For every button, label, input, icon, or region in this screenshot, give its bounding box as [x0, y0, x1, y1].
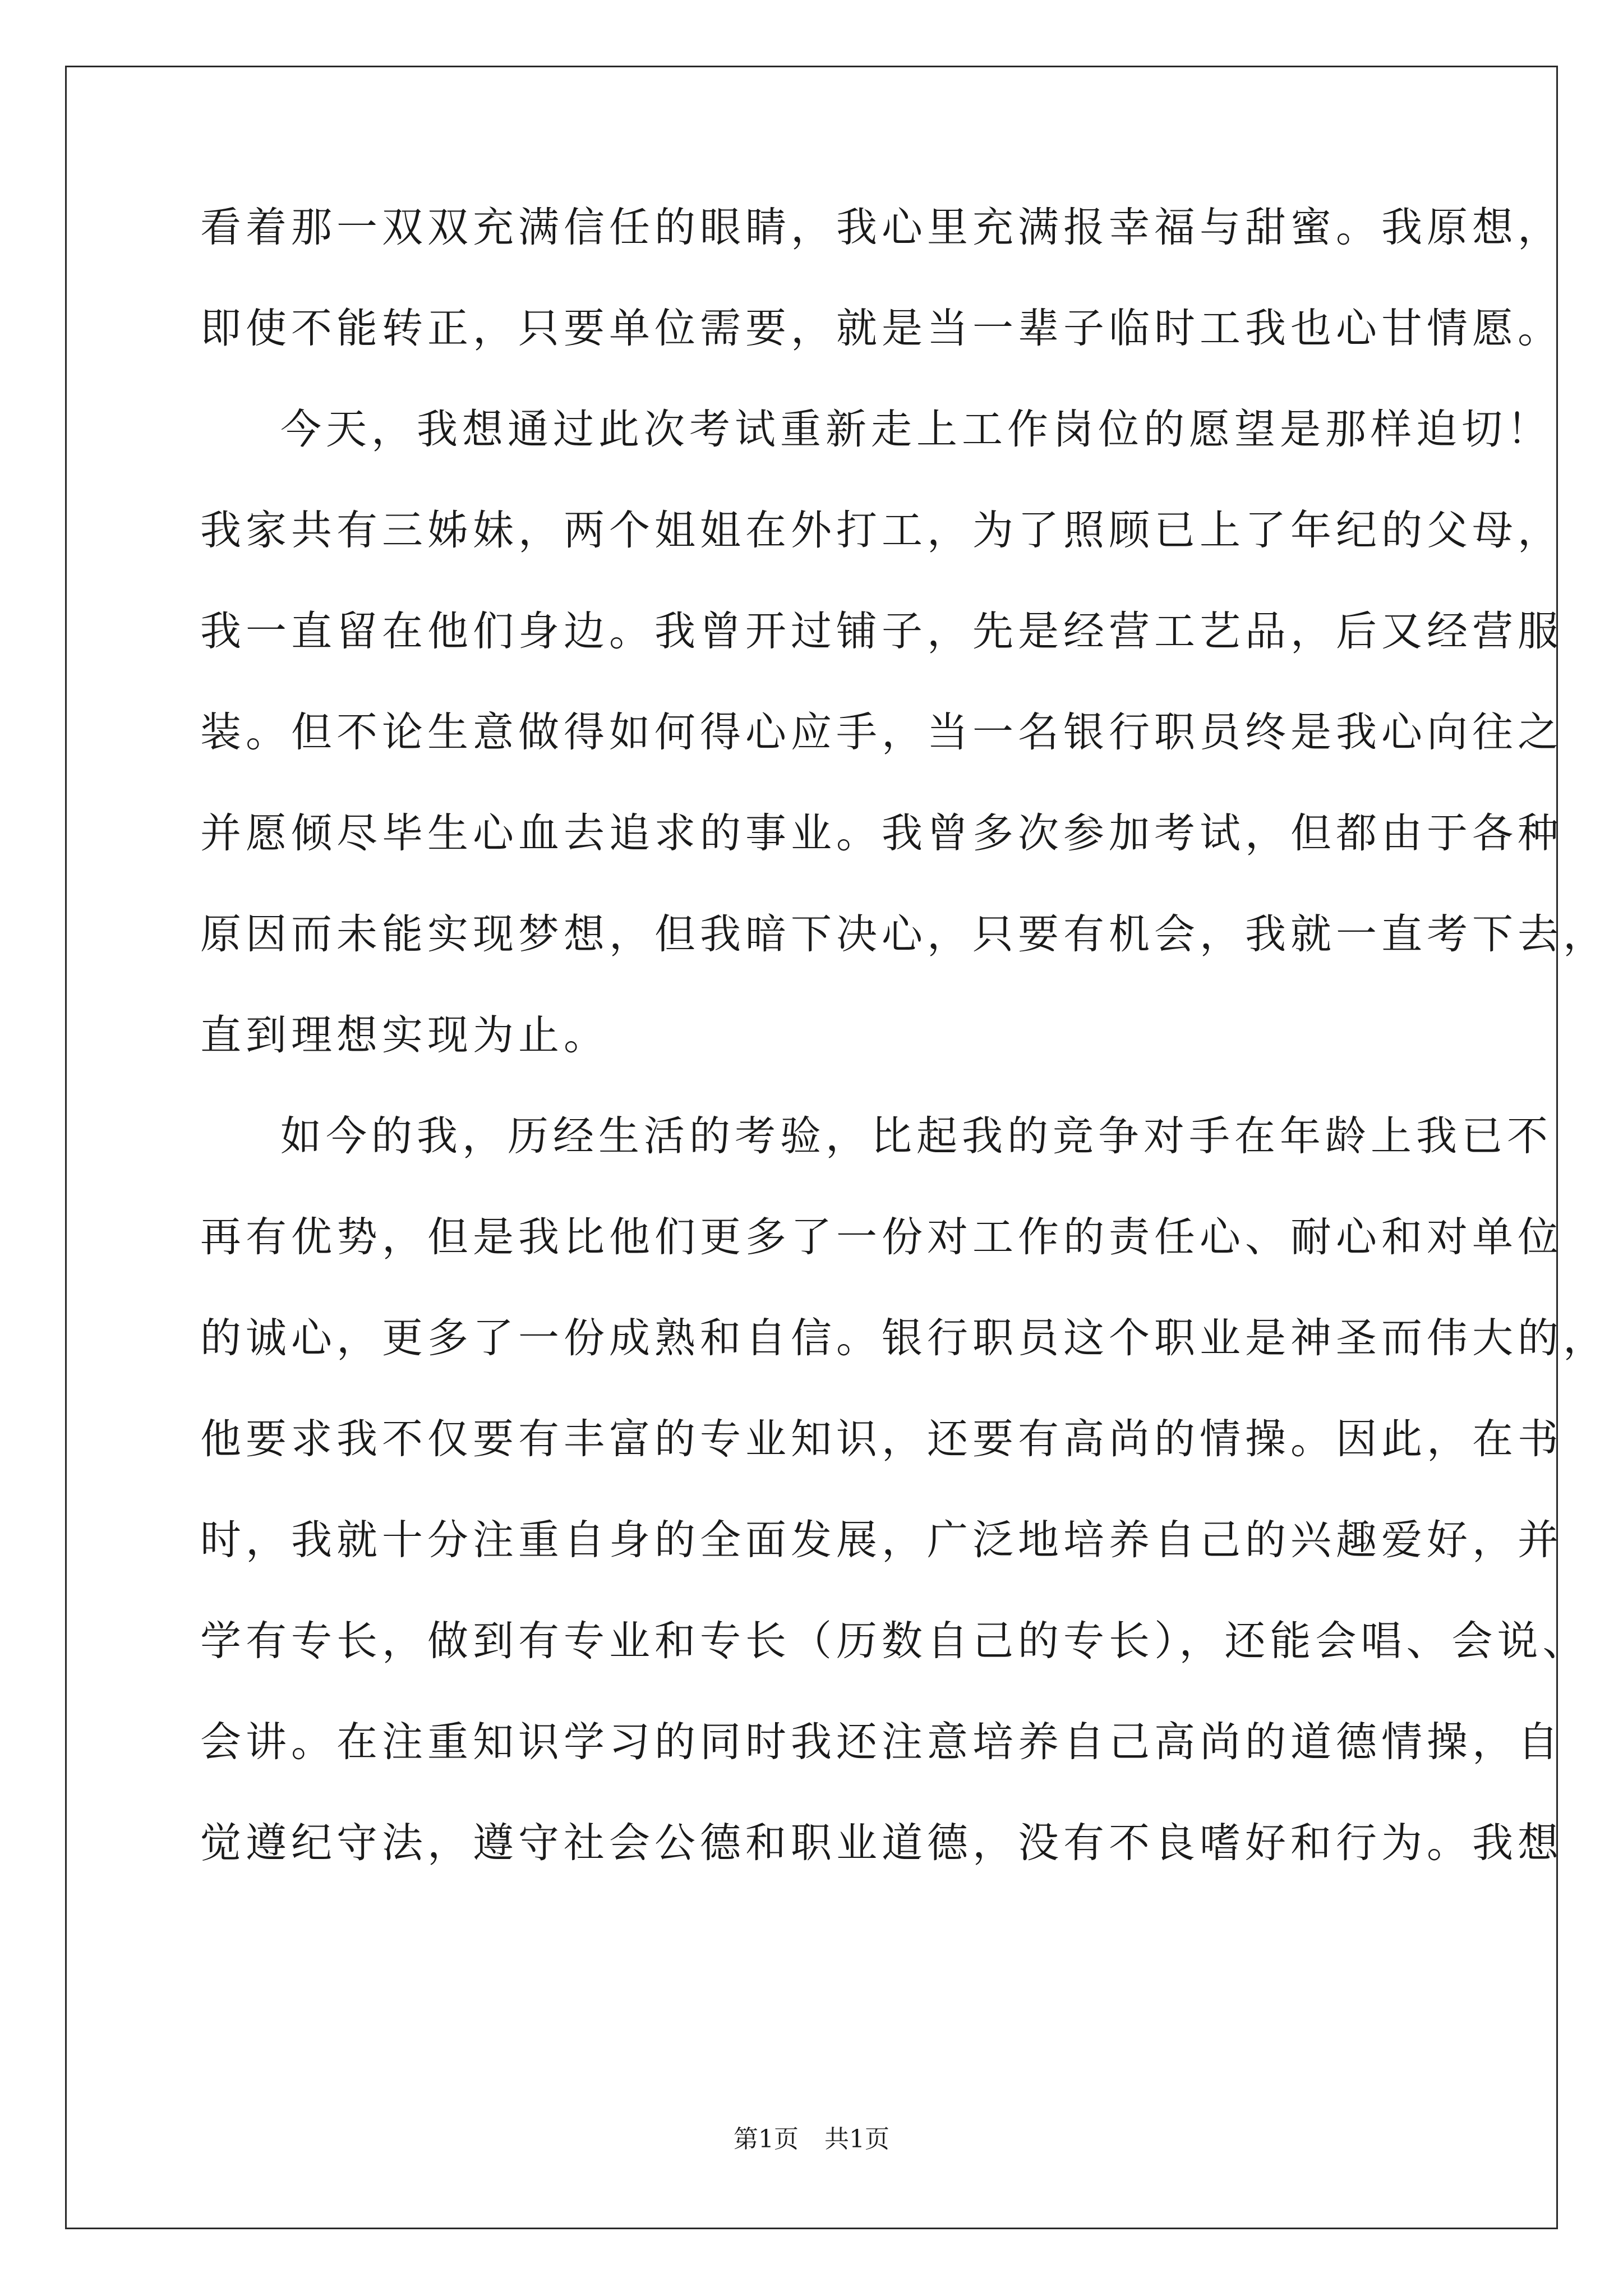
text-line: 会讲。在注重知识学习的同时我还注意培养自己高尚的道德情操，自	[200, 1718, 1563, 1766]
text-line: 的诚心，更多了一份成熟和自信。银行职员这个职业是神圣而伟大的，	[200, 1314, 1608, 1362]
page-footer	[0, 2124, 1623, 2155]
text-line: 看着那一双双充满信任的眼睛，我心里充满报幸福与甜蜜。我原想，	[200, 204, 1563, 251]
text-line: 我家共有三姊妹，两个姐姐在外打工，为了照顾已上了年纪的父母，	[200, 507, 1563, 554]
text-line: 他要求我不仅要有丰富的专业知识，还要有高尚的情操。因此，在书	[200, 1415, 1563, 1463]
text-line: 直到理想实现为止。	[200, 1011, 609, 1059]
text-line: 今天，我想通过此次考试重新走上工作岗位的愿望是那样迫切！	[280, 406, 1552, 453]
text-line: 再有优势，但是我比他们更多了一份对工作的责任心、耐心和对单位	[200, 1213, 1563, 1261]
text-line: 如今的我，历经生活的考验，比起我的竞争对手在年龄上我已不	[280, 1112, 1552, 1160]
text-line: 学有专长，做到有专业和专长（历数自己的专长），还能会唱、会说、	[200, 1617, 1588, 1665]
text-line: 装。但不论生意做得如何得心应手，当一名银行职员终是我心向往之	[200, 708, 1563, 756]
text-line: 原因而未能实现梦想，但我暗下决心，只要有机会，我就一直考下去，	[200, 910, 1608, 958]
page-total: 共1页	[824, 2125, 889, 2154]
page-number: 第1页	[734, 2125, 799, 2154]
text-line: 觉遵纪守法，遵守社会公德和职业道德，没有不良嗜好和行为。我想	[200, 1819, 1563, 1867]
text-line: 我一直留在他们身边。我曾开过铺子，先是经营工艺品，后又经营服	[200, 608, 1563, 655]
text-line: 即使不能转正，只要单位需要，就是当一辈子临时工我也心甘情愿。	[200, 305, 1563, 352]
text-line: 并愿倾尽毕生心血去追求的事业。我曾多次参加考试，但都由于各种	[200, 809, 1563, 857]
text-line: 时，我就十分注重自身的全面发展，广泛地培养自己的兴趣爱好，并	[200, 1516, 1563, 1564]
